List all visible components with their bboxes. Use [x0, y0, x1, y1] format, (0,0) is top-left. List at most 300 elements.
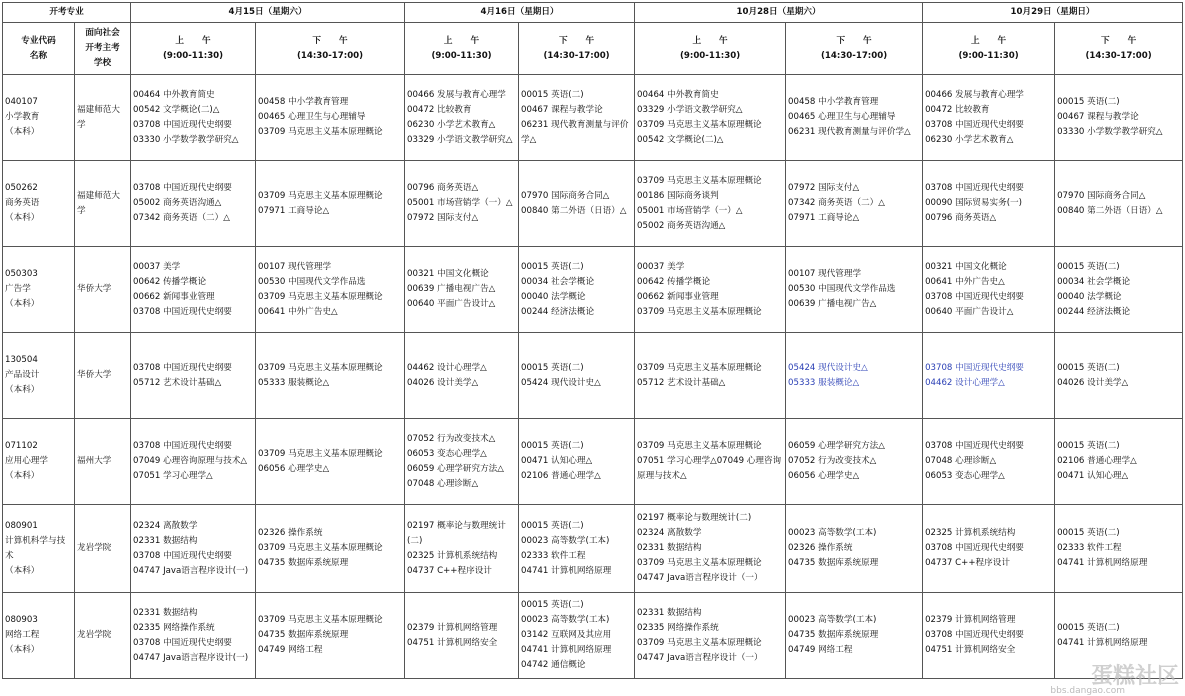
session-label: 下午: [1100, 35, 1155, 46]
course-entry: 03709 马克思主义基本原理概论: [637, 175, 762, 186]
course-entry: 02325 计算机系统结构: [925, 528, 1016, 538]
exam-session-cell: [131, 333, 256, 419]
session-header-am: [405, 23, 519, 75]
course-entry: 06231 现代教育测量与评价学△: [788, 127, 911, 137]
course-entry: 03709 马克思主义基本原理概论: [258, 127, 383, 137]
session-label: 下午: [836, 35, 890, 46]
course-entry: 00458 中小学教育管理: [258, 97, 349, 107]
exam-session-cell: [519, 419, 635, 505]
course-entry: 00015 英语(二): [521, 261, 584, 272]
course-entry: 00642 传播学概论: [133, 276, 207, 287]
course-entry: 00840 第二外语（日语）△: [521, 205, 627, 216]
major-name: 网络工程: [5, 630, 40, 640]
course-entry: 05424 现代设计史△: [788, 362, 868, 373]
exam-session-cell: [405, 419, 519, 505]
course-entry: 03329 小学语文教学研究△: [407, 134, 513, 145]
major-name: 产品设计: [5, 370, 40, 380]
course-entry: 03708 中国近现代史纲要: [133, 550, 232, 561]
course-entry: 05002 商务英语沟通△: [133, 198, 222, 208]
course-entry: 03709 马克思主义基本原理概论: [258, 448, 383, 459]
course-entry: 00034 社会学概论: [521, 276, 595, 287]
session-label: 上午: [175, 35, 229, 46]
exam-session-cell: [1055, 333, 1183, 419]
exam-session-cell: [256, 75, 405, 161]
major-code: 080903: [5, 615, 38, 625]
exam-session-cell: [786, 593, 923, 679]
course-entry: 03708 中国近现代史纲要: [133, 306, 232, 317]
course-entry: 04751 计算机网络安全: [925, 645, 1016, 655]
school-header: 面向社会 开考主考 学校: [75, 23, 131, 75]
course-entry: 04742 通信概论: [521, 660, 586, 670]
school-name: 龙岩学院: [75, 505, 131, 593]
course-entry: 02326 操作系统: [258, 528, 323, 538]
course-entry: 00023 高等数学(工本): [521, 615, 610, 625]
school-name: 华侨大学: [75, 247, 131, 333]
exam-session-cell: [786, 333, 923, 419]
exam-session-cell: [519, 247, 635, 333]
course-entry: 06056 心理学史△: [788, 471, 860, 481]
course-entry: 06053 变态心理学△: [925, 471, 1005, 481]
major-name: 应用心理学: [5, 456, 48, 466]
course-entry: 07048 心理诊断△: [407, 478, 479, 489]
school-name: 福州大学: [75, 419, 131, 505]
date-header-row: [3, 3, 1183, 23]
course-entry: 00186 国际商务谈判: [637, 190, 719, 201]
session-header-pm: [1055, 23, 1183, 75]
course-entry: 00244 经济法概论: [1057, 306, 1131, 317]
session-time: (14:30-17:00): [1085, 50, 1152, 61]
exam-session-cell: [786, 419, 923, 505]
course-entry: 00640 平面广告设计△: [925, 306, 1014, 317]
course-entry: 00040 法学概论: [521, 291, 586, 302]
course-entry: 00015 英语(二): [1057, 362, 1120, 373]
major-row: [3, 75, 1183, 161]
course-entry: 00542 文学概论(二)△: [637, 134, 724, 145]
exam-session-cell: [786, 247, 923, 333]
major-code-name: [3, 75, 75, 161]
course-entry: 00244 经济法概论: [521, 306, 595, 317]
session-header-am: [923, 23, 1055, 75]
course-entry: 00542 文学概论(二)△: [133, 104, 220, 115]
major-name: 商务英语: [5, 198, 40, 208]
exam-session-cell: [923, 75, 1055, 161]
course-entry: 00458 中小学教育管理: [788, 97, 879, 107]
course-entry: 02379 计算机网络管理: [407, 622, 498, 633]
course-entry: 02324 离散数学: [133, 520, 198, 531]
course-entry: 05001 市场营销学（一）△: [407, 198, 513, 208]
course-entry: 00464 中外教育简史: [637, 89, 719, 100]
course-entry: 04737 C++程序设计: [407, 565, 492, 576]
course-entry: 03709 马克思主义基本原理概论: [258, 190, 383, 201]
course-entry: 00530 中国现代文学作品选: [258, 276, 366, 287]
course-entry: 00467 课程与教学论: [1057, 112, 1139, 122]
course-entry: 06059 心理学研究方法△: [407, 463, 504, 474]
course-entry: 00321 中国文化概论: [925, 261, 1007, 272]
course-entry: 03709 马克思主义基本原理概论: [637, 637, 762, 648]
course-entry: 07049 心理咨询原理与技术△: [133, 456, 248, 466]
session-label: 下午: [558, 35, 613, 46]
course-entry: 00472 比较教育: [407, 104, 472, 115]
course-entry: 00840 第二外语（日语）△: [1057, 205, 1163, 216]
course-entry: 03330 小学数学教学研究△: [1057, 127, 1163, 137]
code-name-header: 专业代码 名称: [3, 23, 75, 75]
course-entry: 04747 Java语言程序设计（一）: [637, 573, 763, 583]
major-level: （本科）: [5, 645, 40, 655]
date-header-2: 4月16日（星期日）: [405, 3, 635, 23]
course-entry: 00107 现代管理学: [788, 269, 862, 279]
session-time: (9:00-11:30): [679, 50, 741, 61]
course-entry: 00640 平面广告设计△: [407, 299, 496, 309]
schedule-body: [3, 75, 1183, 679]
course-entry: 05333 服装概论△: [788, 377, 860, 388]
exam-session-cell: [635, 505, 786, 593]
course-entry: 02331 数据结构: [637, 543, 702, 553]
course-entry: 03708 中国近现代史纲要: [925, 630, 1024, 640]
course-entry: 04462 设计心理学△: [407, 362, 487, 373]
session-label: 上午: [443, 35, 498, 46]
exam-session-cell: [256, 419, 405, 505]
course-entry: 02331 数据结构: [637, 607, 702, 618]
exam-session-cell: [405, 333, 519, 419]
course-entry: 03709 马克思主义基本原理概论: [258, 291, 383, 302]
course-entry: 00641 中外广告史△: [258, 306, 338, 317]
major-code-name: [3, 333, 75, 419]
course-entry: 04747 Java语言程序设计（一）: [637, 652, 763, 663]
course-entry: 07052 行为改变技术△: [407, 433, 496, 444]
date-header-1: 4月15日（星期六）: [131, 3, 405, 23]
course-entry: 03330 小学数学教学研究△: [133, 134, 239, 145]
course-entry: 02335 网络操作系统: [133, 622, 215, 633]
site-watermark-url: bbs.dangao.com: [1050, 686, 1125, 696]
course-entry: 07970 国际商务合同△: [1057, 190, 1146, 201]
course-entry: 06059 心理学研究方法△: [788, 441, 885, 451]
course-entry: 06053 变态心理学△: [407, 448, 487, 459]
course-entry: 02333 软件工程: [521, 550, 586, 561]
course-entry: 00023 高等数学(工本): [521, 535, 610, 546]
course-entry: 02326 操作系统: [788, 543, 853, 553]
major-row: [3, 333, 1183, 419]
exam-session-cell: [405, 161, 519, 247]
exam-session-cell: [405, 75, 519, 161]
session-label: 上午: [970, 35, 1025, 46]
major-row: [3, 419, 1183, 505]
session-label: 下午: [312, 35, 366, 46]
session-time: (9:00-11:30): [431, 50, 492, 61]
exam-session-cell: [131, 505, 256, 593]
course-entry: 03709 马克思主义基本原理概论: [258, 362, 383, 373]
course-entry: 05001 市场营销学（一）△: [637, 205, 743, 216]
course-entry: 05333 服装概论△: [258, 377, 330, 388]
course-entry: 00037 美学: [637, 261, 685, 272]
course-entry: 02325 计算机系统结构: [407, 550, 498, 561]
course-entry: 00090 国际贸易实务(一): [925, 198, 1022, 208]
course-entry: 03709 马克思主义基本原理概论: [637, 306, 762, 317]
course-entry: 00465 心理卫生与心理辅导: [258, 112, 366, 122]
exam-session-cell: [923, 505, 1055, 593]
course-entry: 02331 数据结构: [133, 535, 198, 546]
school-name: 福建师范大学: [75, 75, 131, 161]
major-row: [3, 505, 1183, 593]
course-entry: 00662 新闻事业管理: [133, 291, 215, 302]
course-entry: 00466 发展与教育心理学: [925, 89, 1024, 100]
course-entry: 02331 数据结构: [133, 607, 198, 618]
course-entry: 00642 传播学概论: [637, 276, 711, 287]
session-header-pm: [519, 23, 635, 75]
course-entry: 04026 设计美学△: [407, 377, 479, 388]
course-entry: 00471 认知心理△: [1057, 471, 1129, 481]
course-entry: 07048 心理诊断△: [925, 456, 997, 466]
exam-schedule-table: [2, 2, 1183, 679]
major-code: 040107: [5, 97, 38, 107]
course-entry: 07971 工商导论△: [258, 205, 330, 216]
course-entry: 06230 小学艺术教育△: [925, 134, 1014, 145]
major-row: [3, 161, 1183, 247]
course-entry: 03709 马克思主义基本原理概论: [637, 558, 762, 568]
course-entry: 07051 学习心理学△07049 心理咨询原理与技术△: [637, 456, 782, 481]
course-entry: 04747 Java语言程序设计(一): [133, 652, 249, 663]
exam-session-cell: [131, 75, 256, 161]
session-header-pm: [256, 23, 405, 75]
major-code: 080901: [5, 520, 38, 531]
course-entry: 05712 艺术设计基础△: [133, 377, 222, 388]
exam-session-cell: [405, 247, 519, 333]
course-entry: 00639 广播电视广告△: [407, 284, 496, 294]
course-entry: 00015 英语(二): [521, 89, 584, 100]
course-entry: 00023 高等数学(工本): [788, 615, 877, 625]
date-header-3: 10月28日（星期六）: [635, 3, 923, 23]
course-entry: 03709 马克思主义基本原理概论: [637, 119, 762, 130]
course-entry: 04462 设计心理学△: [925, 377, 1005, 388]
exam-session-cell: [256, 247, 405, 333]
major-level: （本科）: [5, 127, 40, 137]
course-entry: 02106 普通心理学△: [1057, 456, 1137, 466]
exam-session-cell: [131, 419, 256, 505]
course-entry: 00015 英语(二): [1057, 528, 1120, 538]
course-entry: 07970 国际商务合同△: [521, 190, 610, 201]
exam-session-cell: [635, 161, 786, 247]
major-code: 071102: [5, 441, 38, 451]
major-level: （本科）: [5, 385, 40, 395]
course-entry: 00796 商务英语△: [925, 213, 997, 223]
exam-session-cell: [1055, 419, 1183, 505]
major-code-name: [3, 419, 75, 505]
major-level: （本科）: [5, 299, 40, 309]
exam-session-cell: [1055, 247, 1183, 333]
exam-session-cell: [923, 247, 1055, 333]
major-name: 广告学: [5, 284, 31, 294]
course-entry: 05712 艺术设计基础△: [637, 377, 726, 388]
course-entry: 06231 现代教育测量与评价学△: [521, 119, 629, 145]
course-entry: 07972 国际支付△: [788, 183, 860, 193]
exam-session-cell: [256, 505, 405, 593]
course-entry: 00015 英语(二): [1057, 622, 1120, 633]
course-entry: 05424 现代设计史△: [521, 377, 601, 388]
date-header-4: 10月29日（星期日）: [923, 3, 1183, 23]
course-entry: 07971 工商导论△: [788, 213, 860, 223]
major-code-name: [3, 593, 75, 679]
exam-session-cell: [519, 75, 635, 161]
course-entry: 06230 小学艺术教育△: [407, 119, 496, 130]
course-entry: 00321 中国文化概论: [407, 269, 489, 279]
course-entry: 04741 计算机网络原理: [521, 565, 612, 576]
course-entry: 00023 高等数学(工本): [788, 528, 877, 538]
course-entry: 03708 中国近现代史纲要: [925, 291, 1024, 302]
course-entry: 00639 广播电视广告△: [788, 299, 877, 309]
session-header-row: [3, 23, 1183, 75]
course-entry: 00015 英语(二): [1057, 261, 1120, 272]
course-entry: 03709 马克思主义基本原理概论: [637, 362, 762, 373]
course-entry: 00015 英语(二): [521, 520, 584, 531]
course-entry: 03708 中国近现代史纲要: [925, 362, 1024, 373]
course-entry: 04747 Java语言程序设计(一): [133, 565, 249, 576]
school-name: 龙岩学院: [75, 593, 131, 679]
exam-session-cell: [1055, 161, 1183, 247]
course-entry: 00466 发展与教育心理学: [407, 89, 506, 100]
session-header-am: [131, 23, 256, 75]
course-entry: 03709 马克思主义基本原理概论: [258, 543, 383, 553]
exam-session-cell: [635, 593, 786, 679]
course-entry: 02197 概率论与数理统计(二): [637, 513, 752, 523]
exam-session-cell: [519, 593, 635, 679]
exam-session-cell: [256, 161, 405, 247]
major-code: 050303: [5, 269, 38, 279]
session-label: 上午: [692, 35, 746, 46]
major-code-name: [3, 161, 75, 247]
exam-session-cell: [131, 161, 256, 247]
major-row: [3, 593, 1183, 679]
exam-session-cell: [786, 75, 923, 161]
session-header-pm: [786, 23, 923, 75]
course-entry: 02335 网络操作系统: [637, 622, 719, 633]
site-watermark: 蛋糕社区: [1090, 664, 1179, 689]
exam-session-cell: [635, 247, 786, 333]
exam-session-cell: [519, 333, 635, 419]
course-entry: 00641 中外广告史△: [925, 276, 1005, 287]
course-entry: 03708 中国近现代史纲要: [133, 183, 232, 193]
course-entry: 00034 社会学概论: [1057, 276, 1131, 287]
course-entry: 03329 小学语文教学研究△: [637, 104, 743, 115]
major-row: [3, 247, 1183, 333]
course-entry: 04737 C++程序设计: [925, 558, 1010, 568]
session-time: (9:00-11:30): [958, 50, 1019, 61]
course-entry: 04749 网络工程: [258, 645, 323, 655]
course-entry: 04751 计算机网络安全: [407, 637, 498, 648]
course-entry: 02197 概率论与数理统计(二): [407, 520, 506, 546]
course-entry: 00467 课程与教学论: [521, 104, 603, 115]
exam-session-cell: [786, 505, 923, 593]
course-entry: 00037 美学: [133, 261, 181, 272]
exam-session-cell: [519, 161, 635, 247]
exam-session-cell: [1055, 505, 1183, 593]
exam-session-cell: [923, 419, 1055, 505]
session-header-am: [635, 23, 786, 75]
course-entry: 00662 新闻事业管理: [637, 291, 719, 302]
major-header: 开考专业: [3, 3, 131, 23]
course-entry: 05002 商务英语沟通△: [637, 220, 726, 231]
session-time: (14:30-17:00): [820, 50, 888, 61]
course-entry: 03708 中国近现代史纲要: [925, 441, 1024, 451]
course-entry: 04749 网络工程: [788, 645, 853, 655]
course-entry: 00471 认知心理△: [521, 456, 593, 466]
course-entry: 04735 数据库系统原理: [258, 558, 349, 568]
major-name: 小学教育: [5, 112, 40, 122]
course-entry: 03708 中国近现代史纲要: [133, 362, 232, 373]
course-entry: 00530 中国现代文学作品选: [788, 284, 896, 294]
exam-session-cell: [923, 161, 1055, 247]
course-entry: 03708 中国近现代史纲要: [925, 183, 1024, 193]
course-entry: 03709 马克思主义基本原理概论: [637, 441, 762, 451]
exam-session-cell: [635, 75, 786, 161]
exam-session-cell: [405, 593, 519, 679]
major-code: 130504: [5, 355, 38, 365]
course-entry: 07342 商务英语（二）△: [133, 213, 230, 223]
major-level: （本科）: [5, 565, 40, 576]
major-level: （本科）: [5, 471, 40, 481]
exam-session-cell: [519, 505, 635, 593]
course-entry: 06056 心理学史△: [258, 463, 330, 474]
course-entry: 00015 英语(二): [521, 441, 584, 451]
course-entry: 00472 比较教育: [925, 104, 990, 115]
course-entry: 04741 计算机网络原理: [1057, 558, 1148, 568]
school-name: 福建师范大学: [75, 161, 131, 247]
course-entry: 03708 中国近现代史纲要: [133, 637, 232, 648]
course-entry: 00015 英语(二): [1057, 441, 1120, 451]
session-time: (14:30-17:00): [296, 50, 364, 61]
course-entry: 07052 行为改变技术△: [788, 456, 877, 466]
course-entry: 07972 国际支付△: [407, 213, 479, 223]
school-name: 华侨大学: [75, 333, 131, 419]
exam-session-cell: [786, 161, 923, 247]
exam-session-cell: [635, 333, 786, 419]
exam-session-cell: [635, 419, 786, 505]
course-entry: 00465 心理卫生与心理辅导: [788, 112, 896, 122]
course-entry: 04735 数据库系统原理: [788, 630, 879, 640]
course-entry: 03708 中国近现代史纲要: [925, 119, 1024, 130]
course-entry: 02379 计算机网络管理: [925, 615, 1016, 625]
major-level: （本科）: [5, 213, 40, 223]
major-name: 计算机科学与技术: [5, 535, 66, 561]
course-entry: 03708 中国近现代史纲要: [133, 119, 232, 130]
course-entry: 00040 法学概论: [1057, 291, 1122, 302]
course-entry: 03708 中国近现代史纲要: [133, 441, 232, 451]
course-entry: 00015 英语(二): [521, 362, 584, 373]
exam-session-cell: [256, 593, 405, 679]
course-entry: 03709 马克思主义基本原理概论: [258, 615, 383, 625]
course-entry: 04735 数据库系统原理: [788, 558, 879, 568]
exam-session-cell: [131, 247, 256, 333]
session-time: (14:30-17:00): [543, 50, 610, 61]
exam-session-cell: [405, 505, 519, 593]
course-entry: 03142 互联网及其应用: [521, 630, 612, 640]
course-entry: 04026 设计美学△: [1057, 377, 1129, 388]
course-entry: 00464 中外教育简史: [133, 89, 215, 100]
course-entry: 00796 商务英语△: [407, 183, 479, 193]
exam-session-cell: [1055, 75, 1183, 161]
exam-session-cell: [256, 333, 405, 419]
course-entry: 02333 软件工程: [1057, 543, 1122, 553]
session-time: (9:00-11:30): [162, 50, 224, 61]
course-entry: 07342 商务英语（二）△: [788, 198, 885, 208]
course-entry: 02106 普通心理学△: [521, 471, 601, 481]
course-entry: 04735 数据库系统原理: [258, 630, 349, 640]
exam-session-cell: [923, 593, 1055, 679]
major-code: 050262: [5, 183, 38, 193]
course-entry: 07051 学习心理学△: [133, 471, 213, 481]
course-entry: 04741 计算机网络原理: [1057, 637, 1148, 648]
course-entry: 03708 中国近现代史纲要: [925, 543, 1024, 553]
course-entry: 00015 英语(二): [1057, 97, 1120, 107]
course-entry: 04741 计算机网络原理: [521, 645, 612, 655]
